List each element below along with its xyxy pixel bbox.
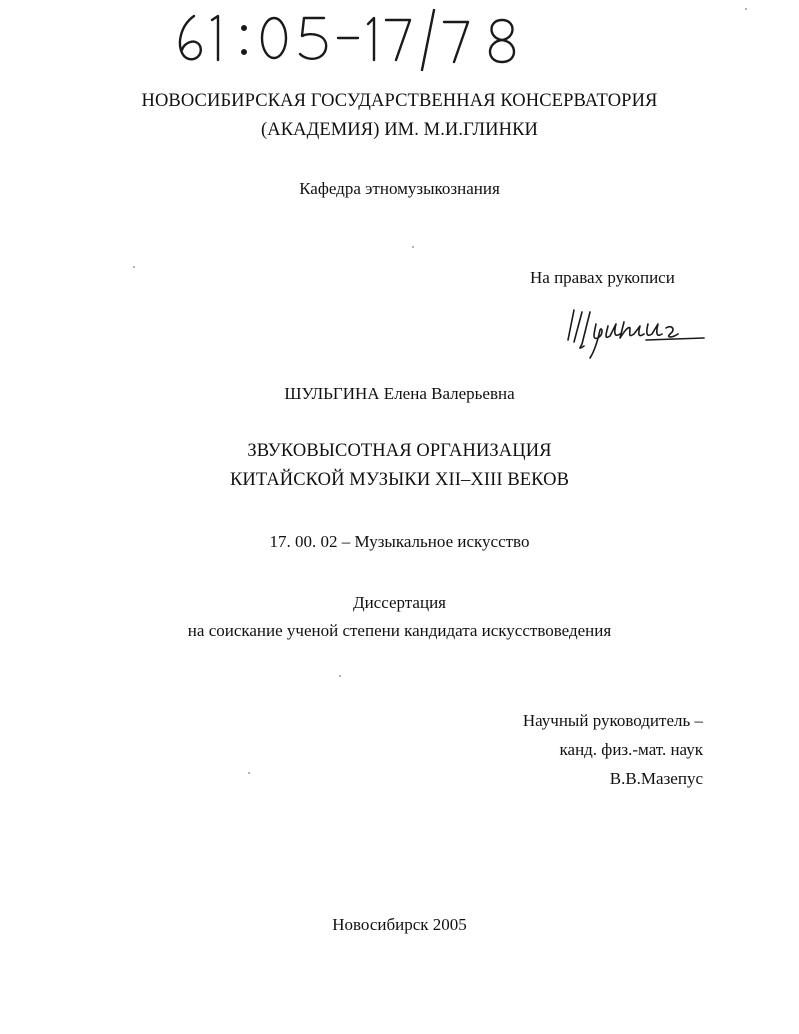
department: Кафедра этномузыкознания: [299, 179, 500, 198]
handwritten-archive-code: [172, 4, 552, 74]
author-name: ШУЛЬГИНА Елена Валерьевна: [284, 384, 515, 403]
manuscript-note: На правах рукописи: [530, 268, 675, 287]
scan-speck: [745, 8, 747, 10]
scan-speck: [248, 772, 250, 774]
supervisor-name: В.В.Мазепус: [609, 769, 703, 788]
work-type: Диссертация: [352, 593, 446, 612]
scan-speck: [412, 246, 414, 248]
degree-sought: на соискание ученой степени кандидата искусствоведения: [187, 621, 612, 640]
supervisor-degree: канд. физ.-мат. наук: [559, 740, 703, 759]
author-signature: [560, 300, 710, 360]
city-year: Новосибирск 2005: [332, 915, 467, 934]
institution-line-2: (АКАДЕМИЯ) ИМ. М.И.ГЛИНКИ: [261, 120, 538, 140]
institution-line-1: НОВОСИБИРСКАЯ ГОСУДАРСТВЕННАЯ КОНСЕРВАТОРИЯ: [141, 91, 658, 111]
specialty-code: 17. 00. 02 – Музыкальное искусство: [269, 532, 530, 551]
scan-speck: [133, 266, 135, 268]
dissertation-title-line-1: ЗВУКОВЫСОТНАЯ ОРГАНИЗАЦИЯ: [247, 441, 552, 461]
scan-speck: [339, 675, 341, 677]
supervisor-label: Научный руководитель –: [522, 711, 703, 730]
dissertation-title-line-2: КИТАЙСКОЙ МУЗЫКИ XII–XIII ВЕКОВ: [229, 470, 570, 490]
